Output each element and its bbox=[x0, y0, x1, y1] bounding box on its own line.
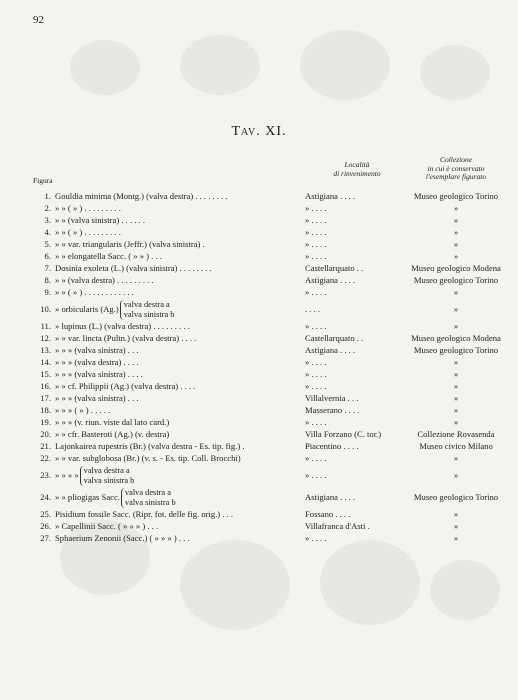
collection: » bbox=[453, 393, 459, 403]
figure-description bbox=[55, 392, 139, 404]
figure-description bbox=[55, 404, 110, 416]
collection: » bbox=[453, 239, 459, 249]
collection: » bbox=[453, 521, 459, 531]
figure-description-text: » » ( » ) . . . . . . . . . bbox=[55, 227, 121, 237]
figure-number: 23. bbox=[40, 470, 51, 480]
figure-description bbox=[55, 262, 212, 274]
locality: » . . . . bbox=[305, 239, 327, 249]
figure-description-text: Dosinia exoleta (L.) (valva sinistra) . . . . . . . . bbox=[55, 263, 212, 273]
figure-description bbox=[55, 380, 195, 392]
figure-description bbox=[55, 238, 205, 250]
background-shell-shadow bbox=[300, 30, 390, 100]
figure-description bbox=[55, 356, 139, 368]
collection: » bbox=[453, 533, 459, 543]
figure-description-text: » » cf. Philippii (Ag.) (valva destra) . . . . bbox=[55, 381, 196, 391]
figure-description bbox=[55, 320, 190, 332]
figure-description-text: » lupinus (L.) (valva destra) . . . . . . . . . bbox=[55, 321, 190, 331]
locality: Villafranca d'Asti . bbox=[305, 521, 370, 531]
table-row bbox=[0, 392, 518, 404]
figure-description-text: » » » (valva sinistra) . . . bbox=[55, 393, 139, 403]
figure-description bbox=[55, 344, 139, 356]
locality: Masserano . . . . bbox=[305, 405, 360, 415]
collection: » bbox=[453, 215, 459, 225]
figure-number: 2. bbox=[44, 203, 51, 213]
figure-number: 21. bbox=[40, 441, 51, 451]
locality: » . . . . bbox=[305, 215, 327, 225]
table-row bbox=[0, 238, 518, 250]
figure-description bbox=[55, 274, 154, 286]
valve-brace bbox=[120, 300, 175, 320]
figure-number: 4. bbox=[44, 227, 51, 237]
figure-description-text: » » var. subglobosa (Br.) (v. s. - Es. tip. Coll. Brocchi) bbox=[55, 453, 241, 463]
figure-number: 14. bbox=[40, 357, 51, 367]
figure-description-text: » » (valva sinistra) . . . . . . bbox=[55, 215, 145, 225]
figure-description-text: » » » (v. riun. viste dal lato card.) bbox=[55, 417, 170, 427]
figure-number: 15. bbox=[40, 369, 51, 379]
collection: » bbox=[453, 405, 459, 415]
figure-number: 19. bbox=[40, 417, 51, 427]
table-row bbox=[0, 508, 518, 520]
figure-description bbox=[55, 250, 162, 262]
collection: » bbox=[453, 203, 459, 213]
figure-description-text: » » elongatella Sacc. ( » » ) . . . bbox=[55, 251, 162, 261]
locality: » . . . . bbox=[305, 369, 327, 379]
figure-description bbox=[55, 486, 176, 508]
collection: » bbox=[453, 369, 459, 379]
table-row bbox=[0, 298, 518, 320]
figure-number: 10. bbox=[40, 304, 51, 314]
figure-description bbox=[55, 452, 241, 464]
header-collezione-line1: Collezione bbox=[439, 155, 473, 164]
figure-description bbox=[55, 508, 233, 520]
table-row bbox=[0, 262, 518, 274]
locality: Astigiana . . . . bbox=[305, 345, 356, 355]
locality: » . . . . bbox=[305, 453, 327, 463]
figure-number: 3. bbox=[44, 215, 51, 225]
locality: Astigiana . . . . bbox=[305, 492, 356, 502]
figure-number: 20. bbox=[40, 429, 51, 439]
figure-description-text: » » (valva destra) . . . . . . . . . bbox=[55, 275, 154, 285]
collection: » bbox=[453, 357, 459, 367]
header-localita-line1: Località bbox=[344, 160, 370, 169]
figure-number: 16. bbox=[40, 381, 51, 391]
collection: » bbox=[453, 321, 459, 331]
figure-description-text: » » » (valva sinistra) . . . bbox=[55, 345, 139, 355]
background-shell-shadow bbox=[70, 40, 140, 95]
locality: » . . . . bbox=[305, 227, 327, 237]
header-localita-line2: di rinvenimento bbox=[333, 168, 381, 178]
background-shell-shadow bbox=[180, 35, 260, 95]
header-collezione bbox=[404, 156, 508, 182]
figure-number: 7. bbox=[44, 263, 51, 273]
locality: » . . . . bbox=[305, 381, 327, 391]
page-number: 92 bbox=[33, 14, 44, 26]
table-row bbox=[0, 404, 518, 416]
figure-description-text: » » cfr. Basteroti (Ag.) (v. destra) bbox=[55, 429, 170, 439]
table-row bbox=[0, 428, 518, 440]
figure-description-text: » » var. lincta (Pultn.) (valva destra) . . . . bbox=[55, 333, 197, 343]
collection: Museo geologico Torino bbox=[413, 345, 499, 355]
figure-description-text: » » » (valva sinistra) . . . . bbox=[55, 369, 143, 379]
collection: » bbox=[453, 381, 459, 391]
valve-brace-line: valva destra a bbox=[83, 466, 130, 476]
figure-description bbox=[55, 226, 121, 238]
collection: Museo geologico Torino bbox=[413, 275, 499, 285]
figure-description bbox=[55, 286, 134, 298]
figure-description-text: » Capellinii Sacc. ( » » » ) . . . bbox=[55, 521, 159, 531]
collection: Museo civico Milano bbox=[419, 441, 493, 451]
table-row bbox=[0, 214, 518, 226]
locality: » . . . . bbox=[305, 287, 327, 297]
locality: » . . . . bbox=[305, 533, 327, 543]
figure-description bbox=[55, 214, 145, 226]
table-row bbox=[0, 320, 518, 332]
locality: Piacentino . . . . bbox=[305, 441, 359, 451]
table-row bbox=[0, 226, 518, 238]
figure-number: 11. bbox=[40, 321, 51, 331]
locality: » . . . . bbox=[305, 203, 327, 213]
table-row bbox=[0, 332, 518, 344]
figure-description bbox=[55, 520, 158, 532]
figure-description bbox=[55, 190, 228, 202]
figure-number: 26. bbox=[40, 521, 51, 531]
figure-description-text: Lajonkairea rupestris (Br.) (valva destra - Es. tip. fig.) . bbox=[55, 441, 245, 451]
table-row bbox=[0, 286, 518, 298]
locality: Villalvernia . . . bbox=[305, 393, 359, 403]
figure-description-text: Sphaerium Zenonii (Sacc.) ( » » » ) . . . bbox=[55, 533, 190, 543]
figure-number: 24. bbox=[40, 492, 51, 502]
collection: » bbox=[453, 509, 459, 519]
table-row bbox=[0, 486, 518, 508]
collection: » bbox=[453, 470, 459, 480]
table-row bbox=[0, 416, 518, 428]
figure-number: 6. bbox=[44, 251, 51, 261]
figure-number: 12. bbox=[40, 333, 51, 343]
figure-description-text: » » pliogigas Sacc. bbox=[55, 492, 120, 502]
locality: Castellarquato . . bbox=[305, 263, 364, 273]
table-row bbox=[0, 452, 518, 464]
valve-brace-line: valva sinistra b bbox=[83, 476, 135, 486]
figure-description bbox=[55, 532, 190, 544]
figure-number: 1. bbox=[44, 191, 51, 201]
valve-brace-line: valva sinistra b bbox=[124, 498, 176, 508]
collection: » bbox=[453, 453, 459, 463]
table-row bbox=[0, 380, 518, 392]
figure-number: 17. bbox=[40, 393, 51, 403]
collection: Museo geologico Modena bbox=[411, 263, 501, 273]
figure-table bbox=[0, 190, 518, 544]
locality: Astigiana . . . . bbox=[305, 191, 356, 201]
figure-description-text: » orbicularis (Ag.) bbox=[55, 304, 119, 314]
figure-description bbox=[55, 440, 244, 452]
table-row bbox=[0, 532, 518, 544]
table-row bbox=[0, 190, 518, 202]
table-row bbox=[0, 274, 518, 286]
locality: . . . . bbox=[305, 304, 321, 314]
table-row bbox=[0, 464, 518, 486]
header-collezione-line3: l'esemplare figurato bbox=[425, 172, 487, 181]
header-figura: Figura bbox=[33, 176, 53, 185]
figure-description-text: » » » ( » ) . . . . . bbox=[55, 405, 111, 415]
valve-brace-line: valva destra a bbox=[124, 488, 171, 498]
figure-description bbox=[55, 202, 121, 214]
figure-number: 25. bbox=[40, 509, 51, 519]
background-shell-shadow bbox=[430, 560, 500, 620]
figure-number: 5. bbox=[44, 239, 51, 249]
locality: Fossano . . . . bbox=[305, 509, 351, 519]
valve-brace-line: valva destra a bbox=[123, 300, 170, 310]
collection: » bbox=[453, 417, 459, 427]
figure-number: 18. bbox=[40, 405, 51, 415]
figure-number: 9. bbox=[44, 287, 51, 297]
valve-brace bbox=[80, 466, 135, 486]
header-collezione-line2: in cui è conservato bbox=[427, 163, 485, 173]
figure-number: 22. bbox=[40, 453, 51, 463]
plate-title: Tav. XI. bbox=[231, 124, 287, 139]
table-row bbox=[0, 440, 518, 452]
collection: » bbox=[453, 287, 459, 297]
figure-description bbox=[55, 428, 169, 440]
background-shell-shadow bbox=[180, 540, 290, 630]
locality: » . . . . bbox=[305, 321, 327, 331]
figure-description-text: » » » (valva destra) . . . . bbox=[55, 357, 139, 367]
locality: » . . . . bbox=[305, 357, 327, 367]
figure-description-text: » » » » bbox=[55, 470, 79, 480]
table-row bbox=[0, 250, 518, 262]
table-row bbox=[0, 202, 518, 214]
table-row bbox=[0, 356, 518, 368]
collection: Museo geologico Modena bbox=[411, 333, 501, 343]
figure-description-text: » » ( » ) . . . . . . . . . bbox=[55, 203, 121, 213]
figure-description-text: Pisidium fossile Sacc. (Ripr. fot. delle fig. orig.) . . . bbox=[55, 509, 234, 519]
locality: Castellarquato . . bbox=[305, 333, 364, 343]
table-row bbox=[0, 344, 518, 356]
header-localita bbox=[322, 161, 392, 178]
figure-description bbox=[55, 416, 169, 428]
collection: » bbox=[453, 227, 459, 237]
figure-description-text: Gouldia minima (Montg.) (valva destra) . . . . . . . . bbox=[55, 191, 228, 201]
figure-number: 13. bbox=[40, 345, 51, 355]
figure-number: 8. bbox=[44, 275, 51, 285]
locality: » . . . . bbox=[305, 470, 327, 480]
valve-brace bbox=[121, 488, 176, 508]
figure-number: 27. bbox=[40, 533, 51, 543]
collection: Museo geologico Torino bbox=[413, 492, 499, 502]
collection: Collezione Rovasenda bbox=[417, 429, 495, 439]
collection: Museo geologico Torino bbox=[413, 191, 499, 201]
locality: » . . . . bbox=[305, 417, 327, 427]
background-shell-shadow bbox=[320, 540, 420, 625]
valve-brace-line: valva sinistra b bbox=[123, 310, 175, 320]
figure-description bbox=[55, 332, 196, 344]
figure-description-text: » » ( » ) . . . . . . . . . . . . bbox=[55, 287, 134, 297]
figure-description bbox=[55, 464, 134, 486]
table-row bbox=[0, 368, 518, 380]
collection: » bbox=[453, 251, 459, 261]
locality: » . . . . bbox=[305, 251, 327, 261]
locality: Villa Forzano (C. tor.) bbox=[305, 429, 382, 439]
figure-description bbox=[55, 298, 174, 320]
background-shell-shadow bbox=[420, 45, 490, 100]
figure-description-text: » » var. triangularis (Jeffr.) (valva sinistra) . bbox=[55, 239, 205, 249]
table-row bbox=[0, 520, 518, 532]
locality: Astigiana . . . . bbox=[305, 275, 356, 285]
collection: » bbox=[453, 304, 459, 314]
figure-description bbox=[55, 368, 143, 380]
